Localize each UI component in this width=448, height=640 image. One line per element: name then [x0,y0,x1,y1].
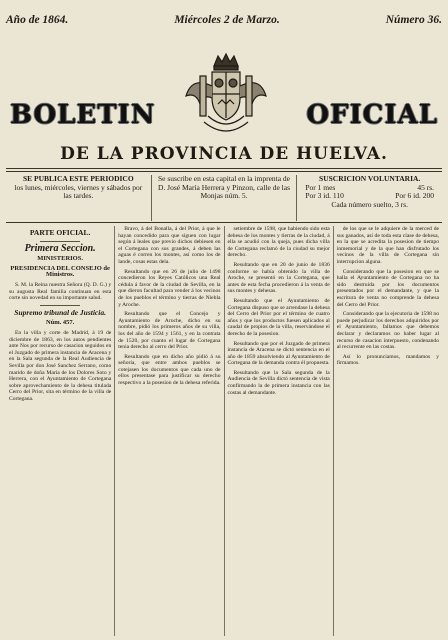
publication-info [6,175,442,221]
paragraph: Resultando que en 20 de junio de 1836 conforme se había obtenido la villa de Aroche, se presentó en la Cortegana, que antes de esta fecha procedieron á la venta de sus montes y dehesas. [227,261,330,295]
paragraph: S. M. la Reina nuestra Señora (Q. D. G.) y su augusta Real familia continuan en esta corte sin novedad en su importante salud. [9,281,112,302]
paragraph: setiembre de 1598, que habiendo sido esta dehesa de los montes y tierras de la ciudad, á ella se acudió con la queja, pues dicha villa de Cortegana reclamó de la ciudad su mejor derecho. [227,226,330,259]
section-subheading: Núm. 457. [45,319,75,327]
paragraph: Bravo, á del Bonalla, á del Prior, á que le hayan concedido para que siguen con lugar según á leales que previo dichos debiesen en el Cortegana con sus grandes, á deben las aguas é corren los montes, así como los de lande, cosas estas dela. [118,226,221,265]
paragraph: En la villa y corte de Madrid, á 19 de diciembre de 1863, en los autos pendientes ante Nos por recurso de casacion seguidos en el Juzgado de primera instancia de Aracena y en la Sala segunda de la Real Audiencia de Sevilla por don José Sanchez Serrano, como marido de doña María de los Dolores Soto y Herrera, con el Ayuntamiento de Cortegana sobre aprovechamiento de la dehesa titulada Cerro del Prior, sita en término de la villa de Cortegana. [9,329,112,402]
coat-of-arms-icon [178,46,274,142]
column-1 [6,226,114,636]
header-line [6,12,442,28]
paragraph: de los que se le adquiere de la merced de sus ganados, así de toda esta clase de dehesa, en la que se acredita la posesion de tiempo inmemorial y de la que han disfrutado los vecinos de la villa de Cortegana sin interrupcion alguna. [336,226,439,265]
section-heading: Primera Seccion. [24,242,96,254]
column-4 [333,226,442,636]
section-subheading: MINISTERIOS. [37,255,83,263]
paragraph: Así lo pronunciamos, mandamos y firmamos. [336,353,439,367]
date-label: Miércoles 2 de Marzo. [174,14,280,26]
issue-number: Número 36. [385,14,442,26]
paragraph: Resultando que la Sala segunda de la Audiencia de Sevilla dictó sentencia de vista confirmando la de primera instancia con las costas al demandante. [227,369,330,396]
paragraph: Resultando que por el Juzgado de primera instancia de Aracena se dictó sentencia en el año de 1859 absolviendo al Ayuntamiento de Cortegana de la demanda contra él propuesta. [227,340,330,367]
masthead-right-word: OFICIAL [306,100,438,130]
column-3 [224,226,333,636]
article-columns [6,226,442,636]
subscribe-info: Se suscribe en esta capital en la imprenta de D. José María Herrera y Pinzon, calle de las Monjas núm. 5. [151,175,297,221]
section-subheading: PRESIDENCIA DEL CONSEJO de Ministros. [10,264,110,279]
masthead-left-word: BOLETIN [10,100,156,130]
paragraph: Resultando que el Concejo y Ayuntamiento de Aroche, dicho en su nombre, pidió los primeros años de su villa, los del año de 1594 y 1561, y en la contrata de 1520, por cuanto el lugar de Cortegana tenia derecho al cerro del Prior. [118,311,221,351]
year-label: Año de 1864. [6,14,69,26]
divider [6,171,442,172]
paragraph: Considerando que la ejecutoria de 1598 no puede perjudicar los derechos adquiridos por el Ayuntamiento, fallamos que debemos declarar y declaramos no haber lugar al recurso de casacion interpuesto, condenando al recurrente en las costas. [336,311,439,351]
paragraph: Resultando que en 26 de julio de 1498 concedieron los Reyes Católicos una Real cédula á favor de la ciudad de Sevilla, en la que dieron facultad para vender á los vecinos de los pueblos el término y tierras de Niebla y Aroche. [118,268,221,308]
publish-info: SE PUBLICA ESTE PERIODICO los lunes, miércoles, viernes y sábados por las tardes. [14,174,143,200]
subscription-prices: SUSCRICION VOLUNTARIA. Por 1 mes 45 rs. Por 3 id. 110 Por 6 id. 200 Cada número suelto, 3 rs. [296,175,442,221]
section-heading: PARTE OFICIAL. [29,228,91,237]
paragraph: Considerando que la posesion en que se halla el Ayuntamiento de Cortegana no ha sido destruida por los documentos presentados por el demandante, y que la escritura de venta no comprende la dehesa del Cerro del Prior. [336,268,439,308]
paragraph: Resultando que en dicho año pidió á su señoría, que entre ambos pueblos se cotejasen los documentos que cada uno de ellos presentase para justificar su derecho respectivo a la posesion de la dehesa referida. [118,353,221,387]
divider [6,222,442,223]
masthead [4,44,444,140]
section-heading: Supremo tribunal de Justicia. [14,307,106,317]
divider [6,168,442,169]
paragraph: Resultando que el Ayuntamiento de Cortegana dispuso que se arrendase la dehesa del Cerro del Prior por el término de cuatro años y que los productos fuesen aplicados al caudal de propios de la villa, reservándose el derecho de la posesion. [227,297,330,337]
masthead-subtitle: DE LA PROVINCIA DE HUELVA. [60,144,388,164]
column-2 [114,226,223,636]
